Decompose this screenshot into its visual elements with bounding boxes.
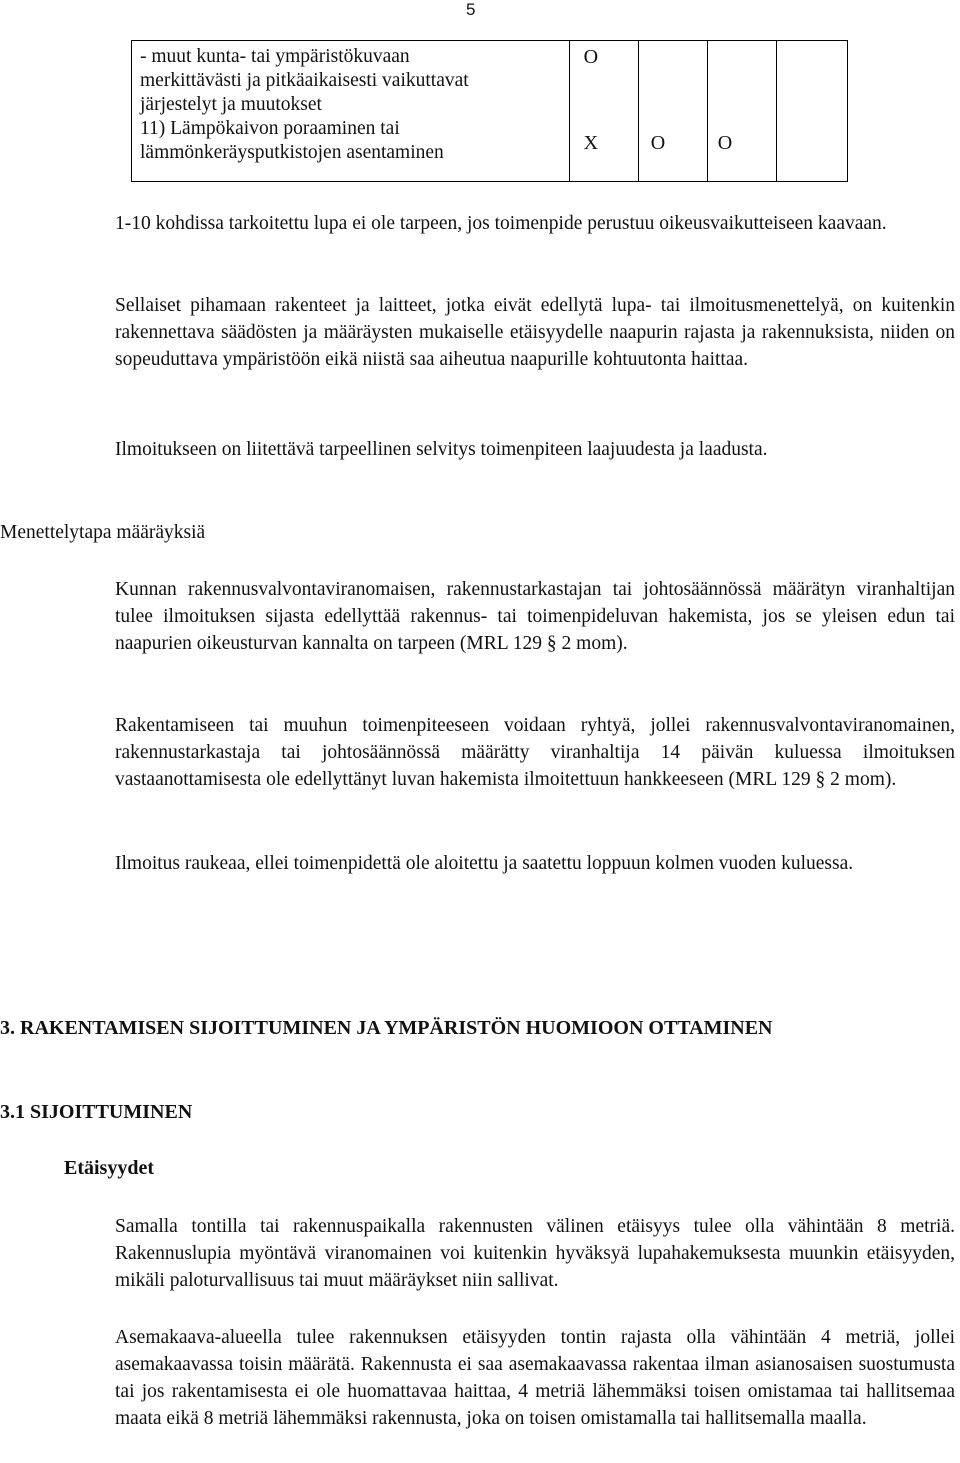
paragraph-rakentamiseen: Rakentamiseen tai muuhun toimenpiteeseen voidaan ryhtyä, jollei rakennusvalvontaviranomainen, rakennustarkastaja tai johtosäännössä määrätty viranhaltija 14 päivän kuluessa ilmoituksen vastaanottamisesta ole edellyttänyt luvan hakemista ilmoitettuun hankkeeseen (MRL 129 § 2 mom). bbox=[115, 715, 955, 790]
table-mark-cell bbox=[638, 41, 707, 182]
note-paragraph: 1-10 kohdissa tarkoitettu lupa ei ole tarpeen, jos toimenpide perustuu oikeusvaikutteiseen kaavaan. bbox=[115, 213, 887, 234]
table-text-line: merkittävästi ja pitkäaikaisesti vaikuttavat bbox=[140, 70, 469, 91]
table-text-line: 11) Lämpökaivon poraaminen tai bbox=[140, 118, 400, 139]
mark-b: X bbox=[583, 132, 599, 154]
section-title-menettely: Menettelytapa määräyksiä bbox=[0, 522, 206, 543]
paragraph-ilmoitukseen: Ilmoitukseen on liitettävä tarpeellinen selvitys toimenpiteen laajuudesta ja laadusta. bbox=[115, 439, 768, 460]
paragraph-samalla: Samalla tontilla tai rakennuspaikalla rakennusten välinen etäisyys tulee olla vähintään 8 metriä. Rakennuslupia myöntävä viranomainen voi kuitenkin hyväksyä lupahakemuksesta muunkin etäisyyden, mikäli paloturvallisuus tai muut määräykset niin sallivat. bbox=[115, 1216, 955, 1291]
table-mark-cell bbox=[707, 41, 776, 182]
table-description-cell bbox=[132, 41, 570, 182]
table-mark-cell bbox=[776, 41, 847, 182]
mark-c: O bbox=[650, 132, 666, 154]
table-mark-cell bbox=[569, 41, 638, 182]
heading-3: 3. RAKENTAMISEN SIJOITTUMINEN JA YMPÄRISTÖN HUOMIOON OTTAMINEN bbox=[0, 1017, 773, 1039]
paragraph-asemakaava: Asemakaava-alueella tulee rakennuksen etäisyyden tontin rajasta olla vähintään 4 metriä, jollei asemakaavassa toisin määrätä. Rakennusta ei saa asemakaavassa rakentaa ilman asianosaisen suostumusta tai jos rakentamisesta ei ole huomattavaa haittaa, 4 metriä lähemmäksi toisen omistamaa tai hallitsemaa maata eikä 8 metriä lähemmäksi rakennusta, joka on toisen omistamalla tai hallitsemalla maalla. bbox=[115, 1327, 955, 1429]
table-text-line: lämmönkeräysputkistojen asentaminen bbox=[140, 142, 444, 163]
table-text-line: - muut kunta- tai ympäristökuvaan bbox=[140, 46, 410, 67]
paragraph-pihamaan: Sellaiset pihamaan rakenteet ja laitteet, jotka eivät edellytä lupa- tai ilmoitusmenettelyä, on kuitenkin rakennettava säädösten ja määräysten mukaiselle etäisyydelle naapurin rajasta ja rakennuksista, niiden on sopeuduttava ympäristöön eikä niistä saa aiheutua naapurille kohtuutonta haittaa. bbox=[115, 295, 955, 370]
mark-d: O bbox=[717, 132, 733, 154]
subheading-etaisyydet: Etäisyydet bbox=[64, 1157, 154, 1179]
page-number: 5 bbox=[466, 0, 476, 19]
permit-table bbox=[131, 40, 848, 182]
table-text-line: järjestelyt ja muutokset bbox=[140, 94, 322, 115]
paragraph-raukeaa: Ilmoitus raukeaa, ellei toimenpidettä ole aloitettu ja saatettu loppuun kolmen vuoden kuluessa. bbox=[115, 853, 854, 874]
paragraph-kunnan: Kunnan rakennusvalvontaviranomaisen, rakennustarkastajan tai johtosäännössä määrätyn viranhaltijan tulee ilmoituksen sijasta edellyttää rakennus- tai toimenpideluvan hakemista, jos se yleisen edun tai naapurien oikeusturvan kannalta on tarpeen (MRL 129 § 2 mom). bbox=[115, 579, 955, 654]
mark-a: O bbox=[583, 46, 599, 68]
heading-3-1: 3.1 SIJOITTUMINEN bbox=[0, 1101, 193, 1123]
